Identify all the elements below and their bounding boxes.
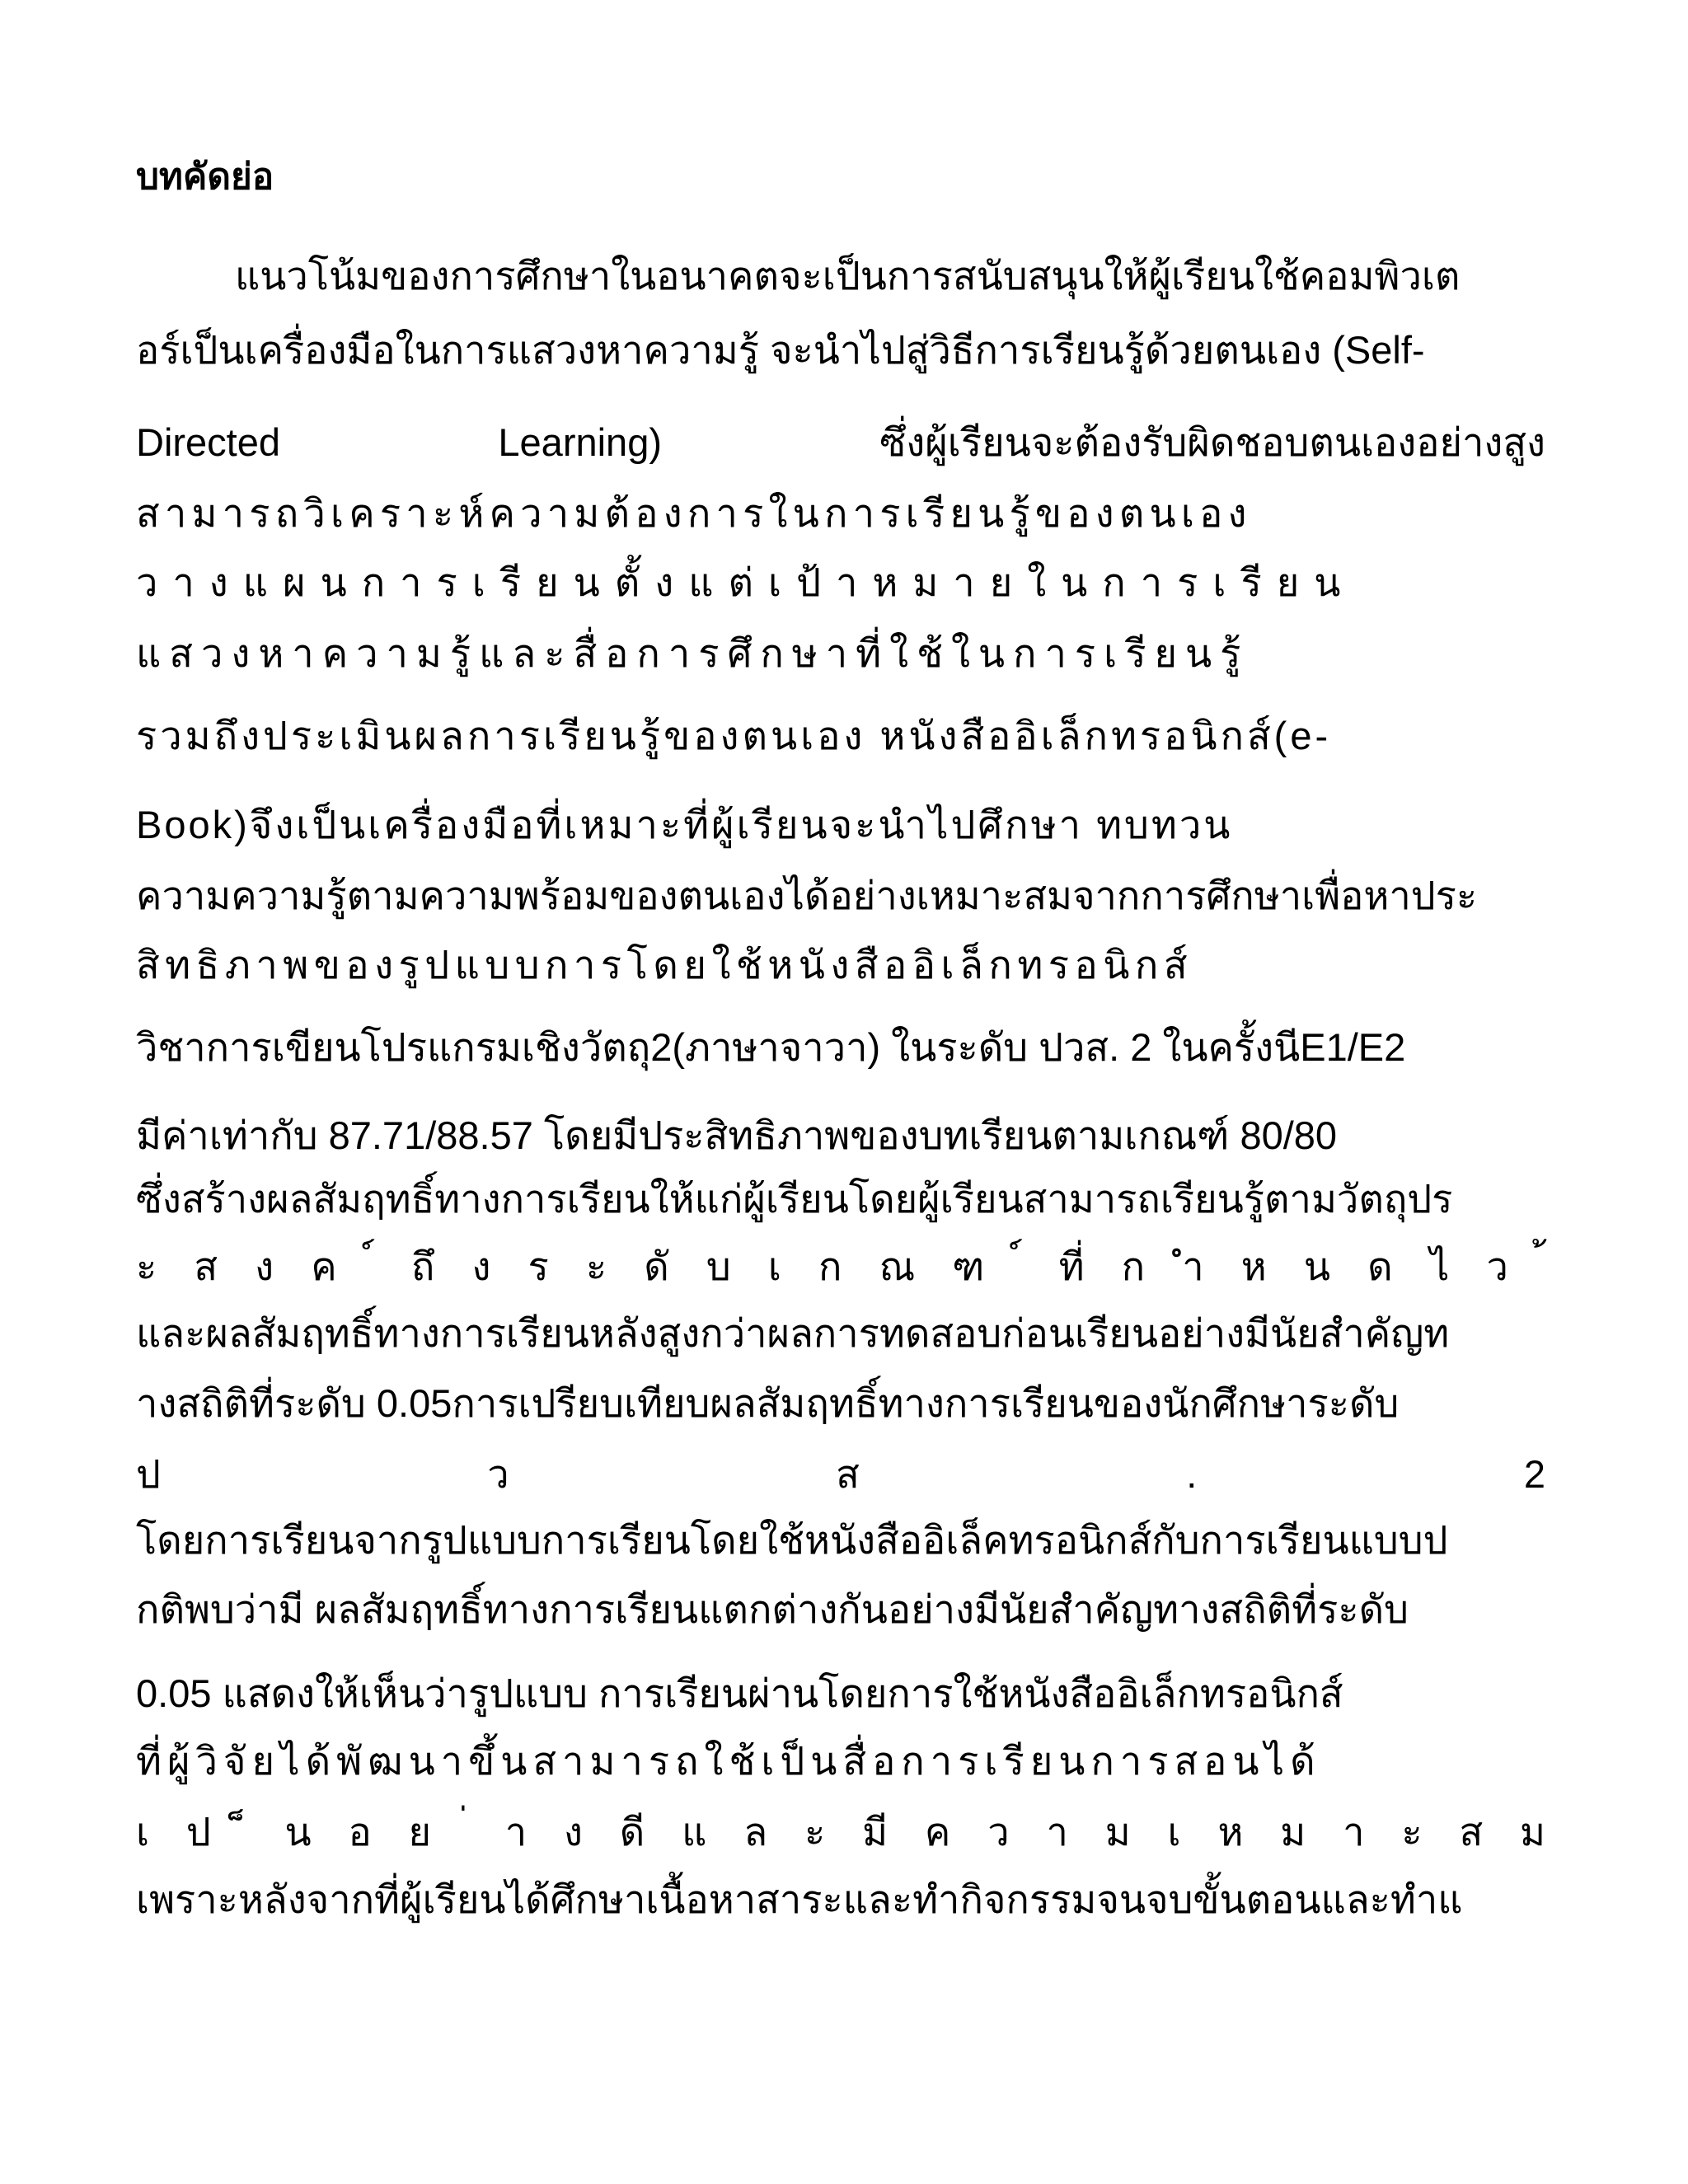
line-char: ห [1217,1810,1244,1854]
paragraph-line: แสวงหาความรู้และสื่อการศึกษาที่ใช้ในการเรียนรู้ [136,631,1250,675]
line-char: า [1343,1810,1365,1854]
line-char: มี [862,1810,889,1854]
line-char: ะ [804,1810,826,1854]
line-char: อ [348,1810,372,1854]
line-char: ว [1486,1244,1508,1288]
line-char: ป [185,1810,211,1854]
line-char: ที่ [1058,1244,1085,1288]
line-char: ป [136,1452,161,1496]
line-word: Learning) [498,420,662,464]
paragraph-line [136,1447,1545,1502]
line-word: ซึ่งผู้เรียนจะต้องรับผิดชอบตนเองอย่างสูง [879,420,1545,464]
line-char: แ [682,1810,707,1854]
line-char: ณ [879,1244,916,1288]
line-char: ดั [644,1244,669,1288]
line-char: ส [194,1244,218,1288]
paragraph-line: โดยการเรียนจากรูปแบบการเรียนโดยใช้หนังสืออิเล็คทรอนิกส์กับการเรียนแบบป [136,1518,1448,1562]
paragraph-line: และผลสัมฤทธิ์ทางการเรียนหลังสูงกว่าผลการทดสอบก่อนเรียนอย่างมีนัยสำคัญท [136,1311,1450,1355]
line-char: ง [564,1810,583,1854]
line-char: ก [1121,1244,1146,1288]
line-char: า [504,1810,528,1854]
line-char: ง [471,1244,491,1288]
line-char: ฑ [952,1244,985,1288]
line-char: ห [1240,1244,1267,1288]
line-char: ไ [1429,1244,1450,1288]
line-char: ก [818,1244,842,1288]
line-char: ดี [619,1810,645,1854]
abstract-heading: บทคัดย่อ [136,157,274,197]
paragraph-line: กติพบว่ามี ผลสัมฤทธิ์ทางการเรียนแตกต่างกันอย่างมีนัยสำคัญทางสถิติที่ระดับ [136,1587,1409,1631]
line-char: า [1046,1810,1068,1854]
line-char: ว [487,1452,509,1496]
line-char: . [1186,1452,1198,1496]
line-char: ร [528,1244,549,1288]
line-char: บ [706,1244,731,1288]
line-char: ว [987,1810,1010,1854]
line-word: Directed [136,420,281,464]
paragraph-line: สิทธิภาพของรูปแบบการโดยใช้หนังสืออิเล็กทรอนิกส์ [136,943,1193,987]
line-char: ค [311,1244,337,1288]
paragraph-line [136,415,1545,470]
line-char: ะ [136,1244,157,1288]
line-char: น [1303,1244,1330,1288]
line-char: ส [1459,1810,1484,1854]
paragraph-line: วิชาการเขียนโปรแกรมเชิงวัตถุ2(ภาษาจาวา) ในระดับ ปวส. 2 ในครั้งนีE1/E2 [136,1025,1406,1069]
paragraph-line: เพราะหลังจากที่ผู้เรียนได้ศึกษาเนื้อหาสาระและทำกิจกรรมจนจบขั้นตอนและทำแ [136,1877,1463,1921]
paragraph-line: ความความรู้ตามความพร้อมของตนเองได้อย่างเหมาะสมจากการศึกษาเพื่อหาประ [136,874,1478,917]
line-char: ถึ [410,1244,435,1288]
line-char: ม [1280,1810,1306,1854]
line-char: ม [1104,1810,1131,1854]
paragraph-line: อร์เป็นเครื่องมือในการแสวงหาความรู้ จะนำไปสู่วิธีการเรียนรู้ด้วยตนเอง (Self- [136,328,1425,372]
paragraph-line: ที่ผู้วิจัยได้พัฒนาขึ้นสามารถใช้เป็นสื่อการเรียนการสอนได้ [136,1739,1321,1783]
paragraph-line: สามารถวิเคราะห์ความต้องการในการเรียนรู้ของตนเอง [136,491,1252,535]
paragraph-line: ซึ่งสร้างผลสัมฤทธิ์ทางการเรียนให้แก่ผู้เรียนโดยผู้เรียนสามารถเรียนรู้ตามวัตถุปร [136,1177,1453,1221]
line-char: ย [408,1810,432,1854]
line-char: เ [1167,1810,1181,1854]
paragraph-line: แนวโน้มของการศึกษาในอนาคตจะเป็นการสนับสนุนให้ผู้เรียนใช้คอมพิวเต [235,254,1461,298]
paragraph-line: รวมถึงประเมินผลการเรียนรู้ของตนเอง หนังสืออิเล็กทรอนิกส์(e- [136,714,1332,757]
paragraph-line: วางแผนการเรียนตั้งแต่เป้าหมายในการเรียน [136,560,1356,604]
line-char: ะ [1401,1810,1423,1854]
line-char: เ [136,1810,150,1854]
line-char: 2 [1523,1452,1545,1496]
paragraph-line [136,1805,1545,1859]
line-char: ง [255,1244,274,1288]
paragraph-line [136,1240,1545,1294]
line-char: ม [1519,1810,1545,1854]
line-char: ำ [1182,1244,1204,1288]
line-char: น [284,1810,312,1854]
paragraph-line: มีค่าเท่ากับ 87.71/88.57 โดยมีประสิทธิภาพของบทเรียนตามเกณฑ์ 80/80 [136,1113,1338,1157]
line-char: ล [743,1810,768,1854]
line-char: ส [836,1452,860,1496]
line-char: ด [1367,1244,1393,1288]
paragraph-line: 0.05 แสดงให้เห็นว่ารูปแบบ การเรียนผ่านโดยการใช้หนังสืออิเล็กทรอนิกส์ [136,1671,1343,1715]
paragraph-line: างสถิติที่ระดับ 0.05การเปรียบเทียบผลสัมฤทธิ์ทางการเรียนของนักศึกษาระดับ [136,1381,1400,1425]
line-char: ะ [585,1244,607,1288]
line-char: ค [924,1810,951,1854]
paragraph-line: Book)จึงเป็นเครื่องมือที่เหมาะที่ผู้เรียนจะนำไปศึกษา ทบทวน [136,803,1233,846]
line-char: เ [767,1244,781,1288]
